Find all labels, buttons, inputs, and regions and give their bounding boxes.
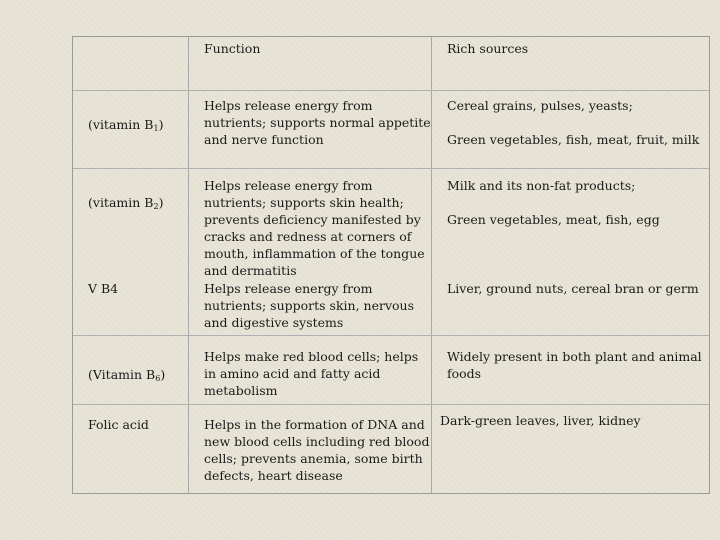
source-cell: Green vegetables, meat, fish, egg bbox=[447, 212, 660, 227]
source-cell: Cereal grains, pulses, yeasts; bbox=[447, 98, 633, 113]
column-divider bbox=[188, 37, 189, 493]
column-divider bbox=[431, 37, 432, 493]
nutrient-name: (Vitamin B bbox=[88, 367, 156, 382]
nutrient-cell bbox=[88, 116, 163, 133]
row-divider bbox=[73, 404, 709, 405]
source-cell: Liver, ground nuts, cereal bran or germ bbox=[447, 281, 699, 296]
function-cell: Helps release energy from nutrients; supports skin health; prevents deficiency manifested by cracks and redness at corners of mouth, inflammation of the tongue and dermatitis bbox=[204, 178, 425, 278]
vitamin-table bbox=[72, 36, 710, 494]
header-sources: Rich sources bbox=[447, 41, 529, 56]
nutrient-subscript: 1 bbox=[153, 124, 159, 133]
source-cell: Milk and its non-fat products; bbox=[447, 178, 636, 193]
source-cell: Green vegetables, fish, meat, fruit, milk bbox=[447, 132, 700, 147]
function-cell: Helps in the formation of DNA and new blood cells including red blood cells; prevents anemia, some birth defects, heart disease bbox=[204, 417, 430, 483]
nutrient-suffix: ) bbox=[158, 195, 164, 210]
header-function: Function bbox=[204, 41, 261, 56]
source-cell: Widely present in both plant and animal foods bbox=[447, 349, 702, 381]
function-cell: Helps release energy from nutrients; supports skin, nervous and digestive systems bbox=[204, 281, 415, 330]
row-divider bbox=[73, 168, 709, 169]
nutrient-subscript: 2 bbox=[153, 202, 159, 211]
nutrient-cell: V B4 bbox=[88, 281, 119, 296]
row-divider bbox=[73, 90, 709, 91]
nutrient-subscript: 6 bbox=[155, 374, 161, 383]
nutrient-suffix: ) bbox=[160, 367, 166, 382]
function-cell: Helps make red blood cells; helps in amino acid and fatty acid metabolism bbox=[204, 349, 419, 398]
nutrient-cell: Folic acid bbox=[88, 417, 149, 432]
nutrient-name: (vitamin B bbox=[88, 117, 154, 132]
nutrient-name: (vitamin B bbox=[88, 195, 154, 210]
nutrient-cell bbox=[88, 194, 163, 211]
nutrient-cell bbox=[88, 366, 165, 383]
row-divider bbox=[73, 335, 709, 336]
function-cell: Helps release energy from nutrients; supports normal appetite and nerve function bbox=[204, 98, 431, 147]
source-cell: Dark-green leaves, liver, kidney bbox=[440, 413, 641, 428]
nutrient-suffix: ) bbox=[158, 117, 164, 132]
